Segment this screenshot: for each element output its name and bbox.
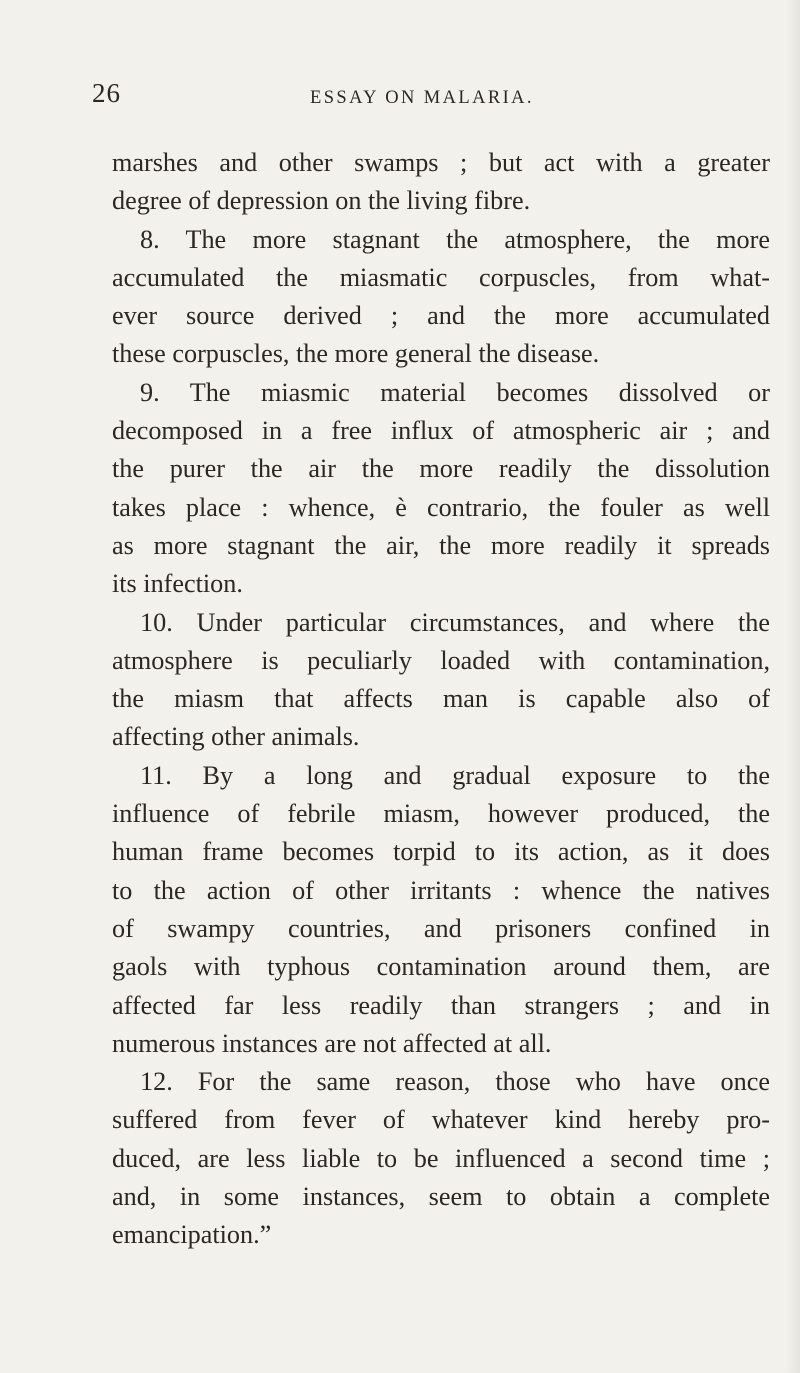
text-line: its infection. <box>112 569 243 599</box>
text-line: accumulated the miasmatic corpuscles, from what- <box>112 262 770 292</box>
text-line: the purer the air the more readily the dissolution <box>112 454 770 484</box>
text-line: 12. For the same reason, those who have once <box>140 1067 770 1097</box>
text-line: as more stagnant the air, the more readily it spreads <box>112 530 770 560</box>
text-line: affected far less readily than strangers ; and in <box>112 990 770 1020</box>
text-line: atmosphere is peculiarly loaded with contamination, <box>112 645 770 675</box>
text-line: of swampy countries, and prisoners confined in <box>112 913 770 943</box>
body-text <box>112 144 770 1255</box>
running-head: ESSAY ON MALARIA. <box>310 88 534 108</box>
text-line: 11. By a long and gradual exposure to the <box>140 760 770 790</box>
text-line: duced, are less liable to be influenced a second time ; <box>112 1143 770 1173</box>
page-edge-shadow <box>786 0 800 1373</box>
text-line: 9. The miasmic material becomes dissolved or <box>140 377 770 407</box>
text-line: these corpuscles, the more general the disease. <box>112 339 600 369</box>
text-line: gaols with typhous contamination around them, are <box>112 952 770 982</box>
text-line: affecting other animals. <box>112 722 360 752</box>
text-line: and, in some instances, seem to obtain a complete <box>112 1182 770 1212</box>
text-line: to the action of other irritants : whence the natives <box>112 875 770 905</box>
text-line: suffered from fever of whatever kind hereby pro- <box>112 1105 770 1135</box>
page-number: 26 <box>92 78 121 108</box>
text-line: numerous instances are not affected at all. <box>112 1028 552 1058</box>
text-line: marshes and other swamps ; but act with a greater <box>112 148 770 177</box>
text-line: the miasm that affects man is capable also of <box>112 684 770 714</box>
text-line: influence of febrile miasm, however produced, the <box>112 799 770 829</box>
text-line: ever source derived ; and the more accumulated <box>112 301 770 331</box>
text-line: human frame becomes torpid to its action, as it does <box>112 837 770 867</box>
text-line: 10. Under particular circumstances, and where the <box>140 607 770 637</box>
text-line: emancipation.” <box>112 1220 272 1250</box>
text-line: decomposed in a free influx of atmospheric air ; and <box>112 416 770 446</box>
text-line: degree of depression on the living fibre. <box>112 186 531 216</box>
text-line: takes place : whence, è contrario, the fouler as well <box>112 492 770 522</box>
text-line: 8. The more stagnant the atmosphere, the more <box>140 224 770 254</box>
